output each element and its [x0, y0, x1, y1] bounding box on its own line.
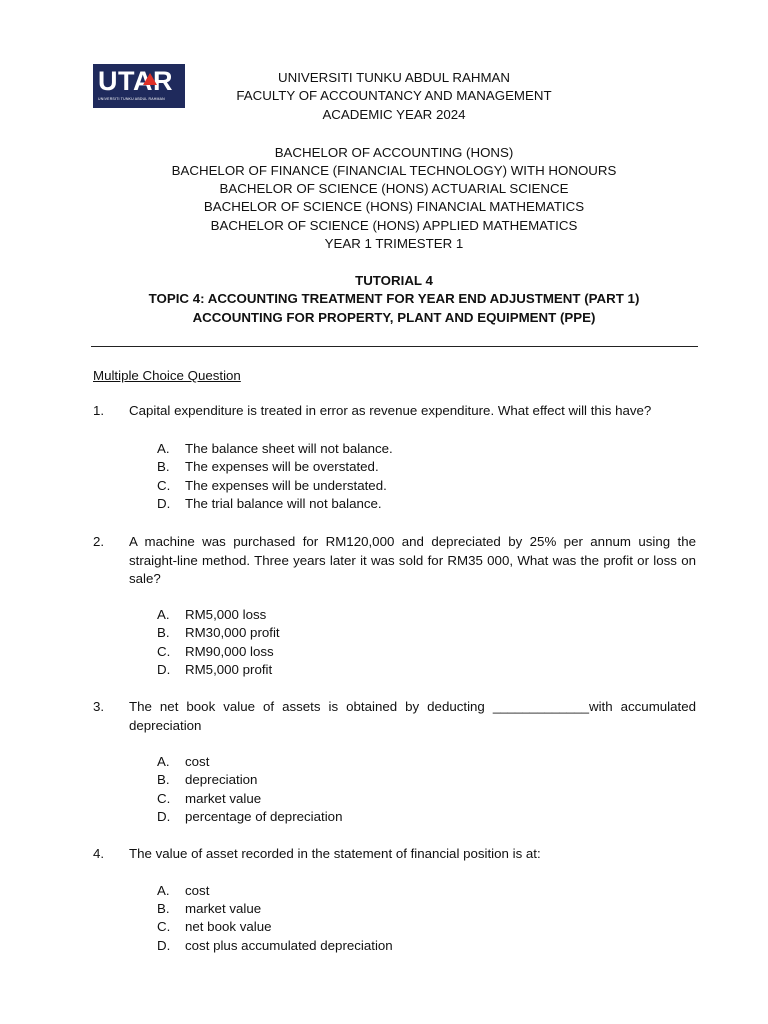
q4-option-a-text: cost	[185, 883, 210, 898]
q1-option-a-text: The balance sheet will not balance.	[185, 441, 393, 456]
academic-year: ACADEMIC YEAR 2024	[322, 107, 466, 122]
tutorial-title: TUTORIAL 4	[355, 273, 433, 288]
university-name: UNIVERSITI TUNKU ABDUL RAHMAN	[278, 70, 510, 85]
programme-2: BACHELOR OF FINANCE (FINANCIAL TECHNOLOGY) WITH HONOURS	[171, 163, 617, 178]
programme-1: BACHELOR OF ACCOUNTING (HONS)	[274, 145, 514, 160]
section-title: Multiple Choice Question	[93, 368, 241, 383]
q3-option-c-letter: C.	[157, 791, 171, 806]
q1-option-d-text: The trial balance will not balance.	[185, 496, 382, 511]
q3-option-c-text: market value	[185, 791, 262, 806]
q3-option-d-letter: D.	[157, 809, 171, 824]
q4-option-a-letter: A.	[157, 883, 170, 898]
q2-option-b-text: RM30,000 profit	[185, 625, 280, 640]
q4-option-b-letter: B.	[157, 901, 170, 916]
q1-option-a-letter: A.	[157, 441, 170, 456]
question-3-number: 3.	[93, 699, 105, 714]
q4-option-b-text: market value	[185, 901, 262, 916]
programme-3: BACHELOR OF SCIENCE (HONS) ACTUARIAL SCIENCE	[219, 181, 569, 196]
q2-option-c-text: RM90,000 loss	[185, 644, 274, 659]
question-3-text: The net book value of assets is obtained by deducting _____________with accumulated depreciation	[129, 699, 696, 733]
q1-option-b-letter: B.	[157, 459, 170, 474]
programme-4: BACHELOR OF SCIENCE (HONS) FINANCIAL MATHEMATICS	[203, 199, 585, 214]
q3-option-a-letter: A.	[157, 754, 170, 769]
q1-option-d-letter: D.	[157, 496, 171, 511]
question-4-text: The value of asset recorded in the statement of financial position is at:	[129, 846, 541, 861]
subtopic-title: ACCOUNTING FOR PROPERTY, PLANT AND EQUIPMENT (PPE)	[192, 310, 596, 325]
q1-option-b-text: The expenses will be overstated.	[185, 459, 379, 474]
header-divider	[91, 346, 698, 347]
q2-option-a-letter: A.	[157, 607, 170, 622]
question-1-text: Capital expenditure is treated in error as revenue expenditure. What effect will this have?	[129, 403, 652, 418]
q4-option-d-letter: D.	[157, 938, 171, 953]
q4-option-c-letter: C.	[157, 919, 171, 934]
question-2-text: A machine was purchased for RM120,000 and depreciated by 25% per annum using the straight-line method. Three years later it was sold for RM35 000, What was the profit or loss on sale?	[129, 534, 696, 586]
faculty-name: FACULTY OF ACCOUNTANCY AND MANAGEMENT	[236, 88, 552, 103]
q3-option-a-text: cost	[185, 754, 210, 769]
q3-option-b-letter: B.	[157, 772, 170, 787]
q4-option-d-text: cost plus accumulated depreciation	[185, 938, 393, 953]
q2-option-c-letter: C.	[157, 644, 171, 659]
q3-option-b-text: depreciation	[185, 772, 258, 787]
q2-option-d-letter: D.	[157, 662, 171, 677]
q1-option-c-text: The expenses will be understated.	[185, 478, 387, 493]
logo-subtitle: UNIVERSITI TUNKU ABDUL RAHMAN	[98, 97, 165, 101]
q4-option-c-text: net book value	[185, 919, 272, 934]
q2-option-b-letter: B.	[157, 625, 170, 640]
q3-option-d-text: percentage of depreciation	[185, 809, 343, 824]
topic-title: TOPIC 4: ACCOUNTING TREATMENT FOR YEAR END ADJUSTMENT (PART 1)	[148, 291, 640, 306]
question-1-number: 1.	[93, 403, 105, 418]
year-trimester: YEAR 1 TRIMESTER 1	[324, 236, 464, 251]
question-2-number: 2.	[93, 534, 105, 549]
logo-wordmark: UTAR	[98, 66, 173, 96]
q2-option-a-text: RM5,000 loss	[185, 607, 267, 622]
q1-option-c-letter: C.	[157, 478, 171, 493]
question-4-number: 4.	[93, 846, 105, 861]
programme-5: BACHELOR OF SCIENCE (HONS) APPLIED MATHEMATICS	[210, 218, 578, 233]
q2-option-d-text: RM5,000 profit	[185, 662, 273, 677]
